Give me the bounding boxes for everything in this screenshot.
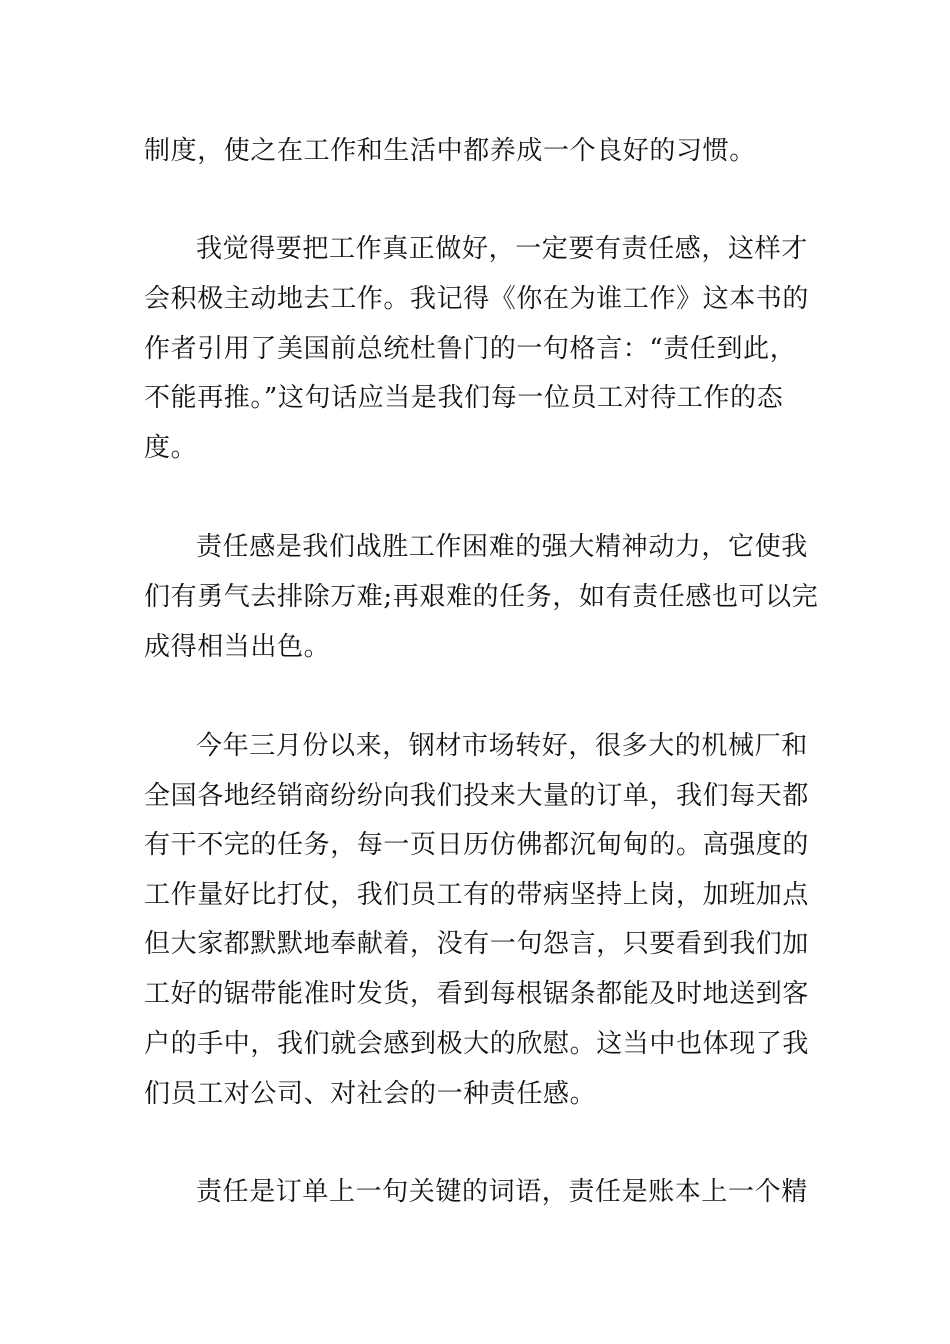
paragraph-4-line-4: 工作量好比打仗，我们员工有的带病坚持上岗，加班加点 bbox=[144, 880, 810, 910]
paragraph-3-line-2: 们有勇气去排除万难;再艰难的任务，如有责任感也可以完 bbox=[144, 582, 819, 612]
paragraph-4-line-8: 们员工对公司、对社会的一种责任感。 bbox=[144, 1079, 597, 1109]
paragraph-1-line-1: 制度，使之在工作和生活中都养成一个良好的习惯。 bbox=[144, 136, 756, 166]
paragraph-2-line-2: 会积极主动地去工作。我记得《你在为谁工作》这本书的 bbox=[144, 284, 810, 314]
paragraph-4-line-2: 全国各地经销商纷纷向我们投来大量的订单，我们每天都 bbox=[144, 781, 810, 811]
paragraph-2-line-5: 度。 bbox=[144, 433, 198, 463]
paragraph-4-line-7: 户的手中，我们就会感到极大的欣慰。这当中也体现了我 bbox=[144, 1029, 810, 1059]
paragraph-3-line-1: 责任感是我们战胜工作困难的强大精神动力，它使我 bbox=[196, 532, 808, 562]
paragraph-2-line-1: 我觉得要把工作真正做好，一定要有责任感，这样才 bbox=[196, 234, 808, 264]
paragraph-4-line-3: 有干不完的任务，每一页日历仿佛都沉甸甸的。高强度的 bbox=[144, 830, 810, 860]
paragraph-4-line-5: 但大家都默默地奉献着，没有一句怨言，只要看到我们加 bbox=[144, 929, 810, 959]
paragraph-2-line-3: 作者引用了美国前总统杜鲁门的一句格言：“责任到此， bbox=[144, 334, 797, 364]
paragraph-5-line-1: 责任是订单上一句关键的词语，责任是账本上一个精 bbox=[196, 1177, 808, 1207]
paragraph-4-line-6: 工好的锯带能准时发货，看到每根锯条都能及时地送到客 bbox=[144, 979, 810, 1009]
paragraph-4-line-1: 今年三月份以来，钢材市场转好，很多大的机械厂和 bbox=[196, 731, 808, 761]
paragraph-2-line-4: 不能再推。”这句话应当是我们每一位员工对待工作的态 bbox=[144, 383, 784, 413]
paragraph-3-line-3: 成得相当出色。 bbox=[144, 632, 331, 662]
